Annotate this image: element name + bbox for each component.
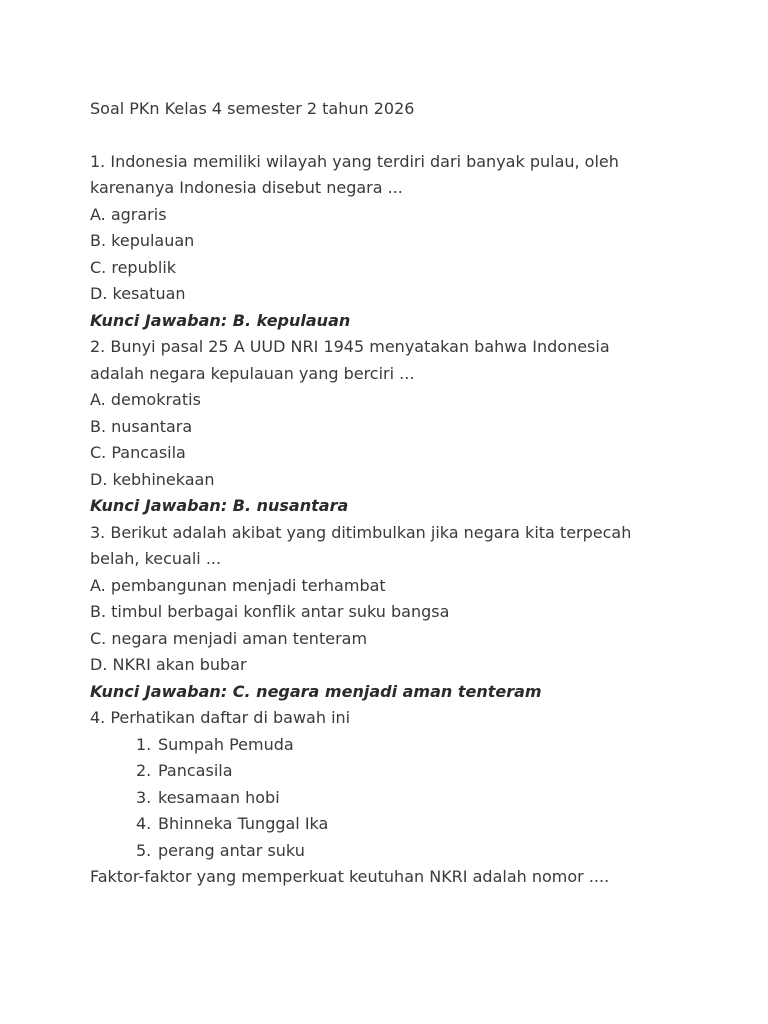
question-3 — [90, 520, 690, 706]
option-c: C. republik — [90, 257, 177, 277]
document-title: Soal PKn Kelas 4 semester 2 tahun 2026 — [90, 99, 415, 118]
list-item: 1. Sumpah Pemuda — [90, 732, 690, 759]
question-2 — [90, 334, 690, 520]
option-b: B. nusantara — [90, 416, 193, 436]
numbered-list — [90, 732, 690, 865]
list-item-text: Pancasila — [158, 761, 233, 780]
list-item: 4. Bhinneka Tunggal Ika — [90, 811, 690, 838]
question-4 — [90, 705, 690, 891]
option-c: C. Pancasila — [90, 443, 186, 462]
list-item-text: Sumpah Pemuda — [158, 734, 294, 754]
list-item-text: Bhinneka Tunggal Ika — [158, 814, 329, 833]
answer-key: Kunci Jawaban: C. negara menjadi aman tenteram — [90, 681, 542, 701]
question-text: belah, kecuali ... — [90, 549, 222, 568]
question-1 — [90, 149, 690, 335]
option-b: B. kepulauan — [90, 231, 195, 250]
question-text: karenanya Indonesia disebut negara ... — [90, 178, 403, 197]
option-d: D. NKRI akan bubar — [90, 655, 247, 674]
answer-key: Kunci Jawaban: B. kepulauan — [90, 310, 351, 330]
option-d: D. kebhinekaan — [90, 469, 215, 489]
list-item-text: kesamaan hobi — [158, 787, 280, 807]
question-text: 3. Berikut adalah akibat yang ditimbulkan jika negara kita terpecah — [90, 522, 632, 542]
option-a: A. agraris — [90, 204, 167, 224]
document-body — [90, 96, 690, 891]
answer-key: Kunci Jawaban: B. nusantara — [90, 496, 349, 515]
option-c: C. negara menjadi aman tenteram — [90, 628, 368, 648]
question-closing: Faktor-faktor yang memperkuat keutuhan NKRI adalah nomor .... — [90, 867, 610, 886]
option-a: A. pembangunan menjadi terhambat — [90, 575, 386, 595]
list-item-text: perang antar suku — [158, 840, 305, 860]
question-text: adalah negara kepulauan yang berciri ... — [90, 363, 415, 383]
option-a: A. demokratis — [90, 390, 201, 409]
question-text: 2. Bunyi pasal 25 A UUD NRI 1945 menyatakan bahwa Indonesia — [90, 337, 610, 356]
question-text: 4. Perhatikan daftar di bawah ini — [90, 708, 351, 727]
list-item: 2. Pancasila — [90, 758, 690, 785]
list-item: 5. perang antar suku — [90, 838, 690, 865]
list-item: 3. kesamaan hobi — [90, 785, 690, 812]
question-text: 1. Indonesia memiliki wilayah yang terdiri dari banyak pulau, oleh — [90, 151, 619, 171]
option-d: D. kesatuan — [90, 284, 186, 303]
option-b: B. timbul berbagai konflik antar suku bangsa — [90, 602, 450, 621]
